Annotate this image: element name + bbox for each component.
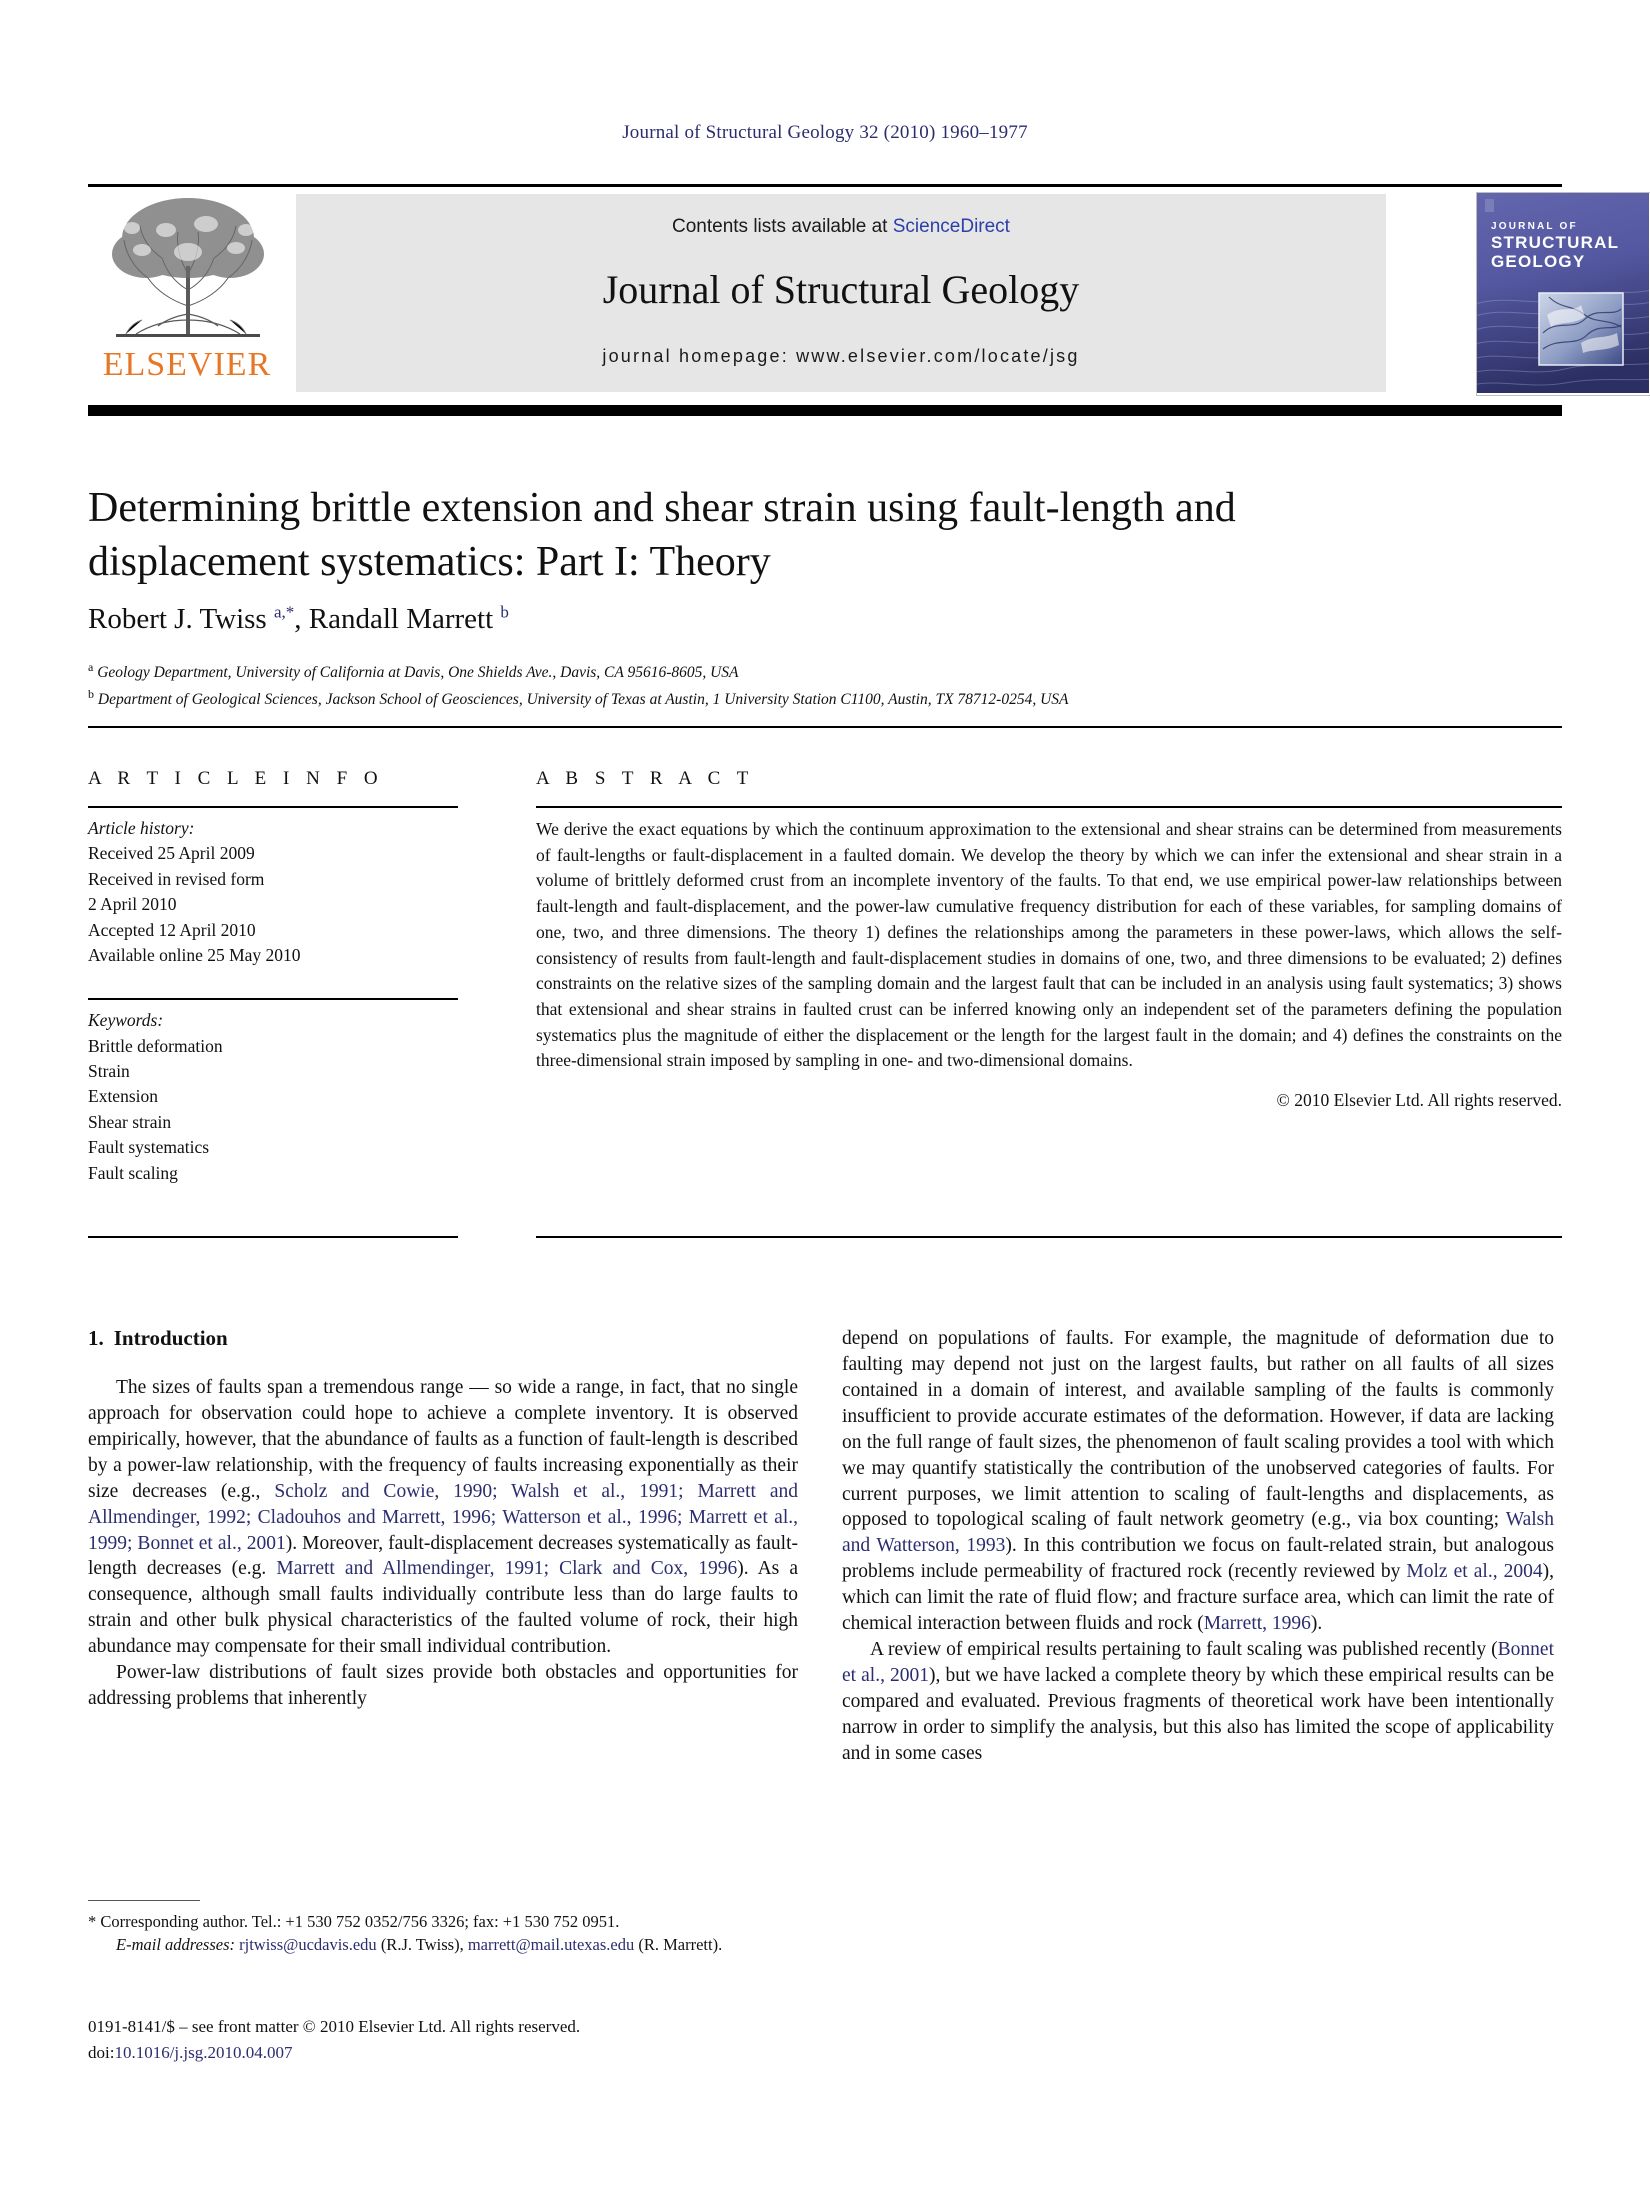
imprint-block [88,2014,848,2065]
footnote-block [88,1900,798,1957]
paragraph-intro-1 [88,1375,798,1660]
affiliations [88,658,1488,712]
issn-line: 0191-8141/$ – see front matter © 2010 Elsevier Ltd. All rights reserved. [88,2017,581,2036]
journal-title: Journal of Structural Geology [602,267,1080,312]
intro-2-part-c: ), which can limit the rate of fluid flow; and fracture surface area, which can limit the rate of chemical interaction between fluids and rock ( [842,1561,1554,1635]
title-block-rule [88,726,1562,728]
keyword-item: Extension [88,1086,158,1107]
keywords-label: Keywords: [88,1010,164,1031]
affiliation-b: $^b$ Department of Geological Sciences, Jackson School of Geosciences, University of Texas at Austin, 1 University Station C1100, Austin, TX 78712-0254, USA [88,687,1069,709]
abstract-copyright: © 2010 Elsevier Ltd. All rights reserved. [1276,1090,1562,1111]
abstract-heading: A B S T R A C T [536,768,755,789]
abstract-block [536,768,1562,1111]
keyword-item: Brittle deformation [88,1035,223,1056]
masthead-top-rule [88,184,1562,187]
email-addresses-note [88,1933,798,1956]
running-head: Journal of Structural Geology 32 (2010) 1960–1977 [622,122,1028,143]
email-link-twiss[interactable]: rjtwiss@ucdavis.edu [239,1935,377,1955]
citation-walsh-watterson[interactable]: Walsh and Watterson, 1993 [842,1509,1554,1557]
article-info-block [88,768,458,1186]
article-history-label: Article history: [88,818,195,838]
article-info-end-rule [88,1236,458,1238]
abstract-end-rule [536,1236,1562,1238]
section-heading-introduction [88,1326,798,1351]
journal-cover-thumbnail[interactable] [1476,192,1650,396]
intro-1-part-b: ). Moreover, fault-displacement decreases systematically as fault-length decreases (e.g. [88,1532,798,1580]
intro-2-part-b: ). In this contribution we focus on fault-related strain, but analogous problems include permeability of fractured rock (recently reviewed by [842,1535,1554,1583]
affiliation-a: $^a$ Geology Department, University of California at Davis, One Shields Ave., Davis, CA 95616-8605, USA [88,660,739,682]
intro-2-part-a: depend on populations of faults. For example, the magnitude of deformation due to faulting may depend not just on the largest faults, but rather on all faults of all sizes contained in a domain of interest, and available sampling of the faults is commonly insufficient to provide accurate estimates of the deformation. However, if data are lacking on the full range of fault sizes, the phenomenon of fault scaling provides a tool with which we may quantify statistically the contribution of the unobserved categories of faults. For current purposes, we limit attention to scaling of fault-lengths and displacements, as opposed to topological scaling of fault network geometry (e.g., via box counting; [842,1328,1554,1531]
history-item: Received 25 April 2009 [88,843,255,864]
paragraph-intro-3 [842,1637,1554,1767]
email-owner-twiss: (R.J. Twiss), [380,1935,464,1955]
email-owner-marrett: (R. Marrett). [638,1935,723,1955]
elsevier-tree-icon [96,194,280,344]
history-item: 2 April 2010 [88,894,177,915]
masthead [88,192,1620,398]
abstract-text: We derive the exact equations by which the continuum approximation to the extensional and shear strains can be determined from measurements of fault-lengths or fault-displacement in a faulted domain. We develop the theory by which we can infer the extensional and shear strain in a volume of brittlely deformed crust from an incomplete inventory of the faults. To that end, we use empirical power-law relationships between fault-length and fault-displacement, and the power-law cumulative frequency distribution for each of these variables, for sampling domains of one, two, and three dimensions. The theory 1) defines the relationships among the parameters in these power-laws, which allows the self-consistency of results from fault-length and fault-displacement studies in domains of one, two, and three dimensions to be evaluated; 2) defines constraints on the relative sizes of the sampling domain and the largest fault that can be included in an analysis using fault systematics; 3) shows that extensional and shear strains in faulted crust can be inferred knowing only an independent set of the parameters defining the population systematics plus the magnitude of either the displacement or the length for the largest fault in the domain; and 4) defines the constraints on the three-dimensional strain imposed by sampling in one- and two-dimensional domains. [536,819,1562,1071]
body-column-left [88,1326,798,1712]
contents-prefix: Contents lists available at [672,216,893,237]
page-title: Determining brittle extension and shear strain using fault-length and displacement systematics: Part I: Theory [88,485,1236,585]
cover-art [1477,193,1649,393]
citation-bonnet[interactable]: Bonnet et al., 2001 [842,1639,1554,1686]
keyword-item: Strain [88,1061,130,1081]
author-list [88,602,1418,636]
intro-3-part-a: A review of empirical results pertaining to fault scaling was published recently ( [870,1639,1498,1661]
keyword-item: Fault scaling [88,1162,178,1183]
masthead-banner [296,194,1386,392]
intro-2-part-d: ). [1310,1613,1323,1635]
sciencedirect-link[interactable]: ScienceDirect [892,216,1010,237]
citation-group-2[interactable]: Marrett and Allmendinger, 1991; Clark and Cox, 1996 [276,1558,738,1580]
keywords-list [88,1000,458,1186]
svg-text:JOURNAL OF: JOURNAL OF [1491,221,1578,232]
doi-line [88,2040,848,2066]
journal-homepage-link[interactable]: journal homepage: www.elsevier.com/locate/jsg [602,346,1080,366]
author-names: Robert J. Twiss $^{a,*}$, Randall Marrett $^b$ [88,602,509,635]
svg-text:GEOLOGY: GEOLOGY [1491,252,1586,271]
doi-link[interactable]: 10.1016/j.jsg.2010.04.007 [114,2042,293,2062]
email-link-marrett[interactable]: marrett@mail.utexas.edu [467,1935,635,1955]
elsevier-logo [88,194,288,394]
article-info-heading: A R T I C L E I N F O [88,768,384,789]
intro-1-part-a: The sizes of faults span a tremendous range — so wide a range, in fact, that no single approach for observation could hope to achieve a complete inventory. It is observed empirically, however, that the abundance of faults as a function of fault-length is described by a power-law relationship, with the frequency of faults increasing exponentially as their size decreases (e.g., [88,1377,798,1502]
article-history [88,808,458,968]
contents-lists-line [296,216,1386,238]
corresponding-author-note: * Corresponding author. Tel.: +1 530 752 0352/756 3326; fax: +1 530 752 0951. [88,1912,620,1931]
history-item: Accepted 12 April 2010 [88,919,256,940]
doi-label: doi: [88,2042,115,2062]
elsevier-wordmark: ELSEVIER [102,346,272,383]
section-title: Introduction [113,1326,228,1350]
citation-molz[interactable]: Molz et al., 2004 [1406,1561,1543,1583]
citation-group-1[interactable]: Scholz and Cowie, 1990; Walsh et al., 1991; Marrett and Allmendinger, 1992; Cladouhos and Marrett, 1996; Watterson et al., 1996; Marrett et al., 1999; Bonnet et al., 2001 [88,1480,798,1554]
keyword-item: Shear strain [88,1111,172,1132]
history-item: Received in revised form [88,868,265,889]
masthead-bottom-rule [88,405,1562,416]
email-label: E-mail addresses: [116,1935,235,1955]
footnote-rule [88,1900,200,1901]
paragraph-intro-2-cont [842,1326,1554,1637]
intro-1-part-c: ). As a consequence, although small faults individually contribute less than do large faults to strain and other bulk physical characteristics of the faulted volume of rock, their high abundance may compensate for their small individual contribution. [88,1558,798,1658]
citation-marrett-1996[interactable]: Marrett, 1996 [1203,1613,1311,1635]
keyword-item: Fault systematics [88,1137,210,1158]
intro-3-part-b: ), but we have lacked a complete theory by which these empirical results can be compared and evaluated. Previous fragments of theoretical work have been intentionally narrow in order to simplify the analysis, but this also has limited the scope of applicability and in some cases [842,1664,1554,1764]
svg-text:STRUCTURAL: STRUCTURAL [1491,233,1620,252]
paragraph-intro-2: Power-law distributions of fault sizes provide both obstacles and opportunities for addressing problems that inherently [88,1662,798,1710]
history-item: Available online 25 May 2010 [88,944,301,965]
section-number: 1. [88,1326,104,1350]
body-column-right [842,1326,1554,1767]
